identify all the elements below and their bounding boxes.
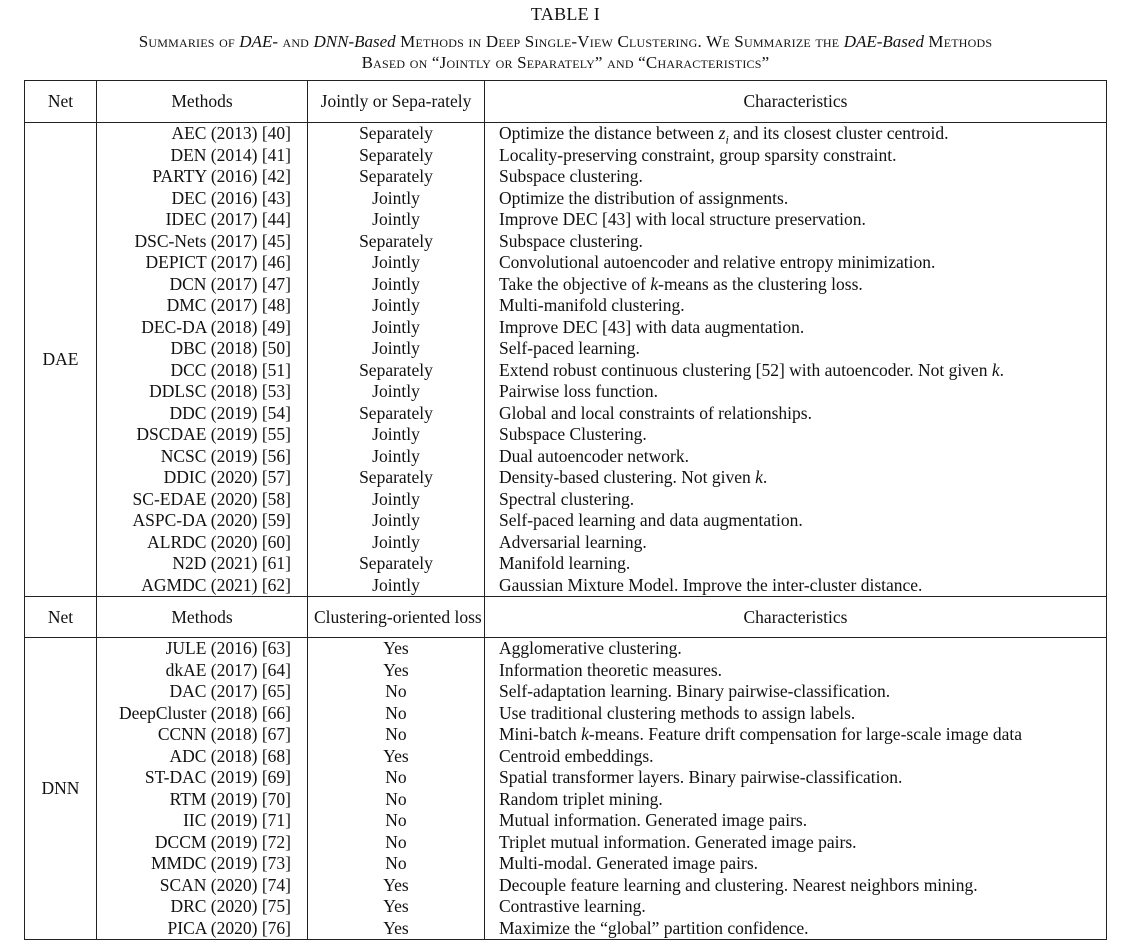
cell-clustering-oriented-loss: No	[308, 724, 485, 746]
math-var: k	[650, 273, 659, 294]
char-text: Density-based clustering. Not given	[499, 467, 756, 488]
cell-method: NCSC (2019) [56]	[97, 446, 308, 468]
cell-method: RTM (2019) [70]	[97, 789, 308, 811]
table-row	[25, 188, 1107, 210]
caption-part: Methods	[923, 32, 993, 51]
header-characteristics: Characteristics	[485, 597, 1107, 638]
caption-part: Summaries of	[138, 32, 240, 51]
cell-method: DCC (2018) [51]	[97, 360, 308, 382]
header-characteristics: Characteristics	[485, 81, 1107, 123]
table-row	[25, 317, 1107, 339]
math-var: z	[718, 123, 726, 144]
char-text: Mini-batch	[499, 724, 582, 745]
cell-clustering-oriented-loss: No	[308, 681, 485, 703]
cell-method: PICA (2020) [76]	[97, 918, 308, 940]
cell-method: IDEC (2017) [44]	[97, 209, 308, 231]
char-text: and its closest cluster centroid.	[728, 123, 949, 144]
cell-jointly-or-separately: Jointly	[308, 575, 485, 597]
header-row-dae	[25, 81, 1107, 123]
math-var: k	[991, 359, 1000, 380]
table-row	[25, 896, 1107, 918]
cell-characteristics: Random triplet mining.	[485, 789, 1107, 811]
cell-characteristics	[485, 274, 1107, 296]
cell-jointly-or-separately: Jointly	[308, 338, 485, 360]
table-row	[25, 660, 1107, 682]
caption-part: and	[278, 32, 314, 51]
cell-clustering-oriented-loss: Yes	[308, 660, 485, 682]
char-text: -means as the clustering loss.	[658, 273, 863, 294]
cell-clustering-oriented-loss: Yes	[308, 875, 485, 897]
table-row	[25, 553, 1107, 575]
table-row	[25, 360, 1107, 382]
char-text: Take the objective of	[499, 273, 651, 294]
cell-characteristics: Spatial transformer layers. Binary pairwise-classification.	[485, 767, 1107, 789]
cell-method: DSC-Nets (2017) [45]	[97, 231, 308, 253]
table-row	[25, 789, 1107, 811]
table-row	[25, 875, 1107, 897]
table-row	[25, 295, 1107, 317]
table-row	[25, 252, 1107, 274]
cell-clustering-oriented-loss: No	[308, 810, 485, 832]
table-row	[25, 231, 1107, 253]
table-caption	[0, 31, 1131, 73]
cell-jointly-or-separately: Jointly	[308, 274, 485, 296]
cell-method: DMC (2017) [48]	[97, 295, 308, 317]
char-text: -means. Feature drift compensation for large-scale image data	[588, 724, 1023, 745]
table-row	[25, 123, 1107, 145]
table-row	[25, 467, 1107, 489]
cell-jointly-or-separately: Jointly	[308, 317, 485, 339]
net-label: DAE	[25, 123, 97, 597]
header-jointly-or-separately: Jointly or Sepa-rately	[308, 81, 485, 123]
table-row	[25, 681, 1107, 703]
cell-jointly-or-separately: Jointly	[308, 424, 485, 446]
cell-jointly-or-separately: Separately	[308, 553, 485, 575]
table-title: TABLE I	[530, 4, 601, 24]
cell-characteristics: Maximize the “global” partition confidence.	[485, 918, 1107, 940]
cell-clustering-oriented-loss: No	[308, 703, 485, 725]
table-row	[25, 832, 1107, 854]
cell-characteristics: Subspace clustering.	[485, 166, 1107, 188]
cell-jointly-or-separately: Jointly	[308, 489, 485, 511]
cell-characteristics: Information theoretic measures.	[485, 660, 1107, 682]
cell-method: SC-EDAE (2020) [58]	[97, 489, 308, 511]
table-row	[25, 145, 1107, 167]
cell-characteristics: Subspace Clustering.	[485, 424, 1107, 446]
cell-jointly-or-separately: Jointly	[308, 510, 485, 532]
cell-method: ADC (2018) [68]	[97, 746, 308, 768]
cell-characteristics: Optimize the distribution of assignments.	[485, 188, 1107, 210]
header-clustering-oriented-loss: Clustering-oriented loss	[308, 597, 485, 638]
cell-characteristics: Subspace clustering.	[485, 231, 1107, 253]
cell-jointly-or-separately: Separately	[308, 123, 485, 145]
cell-characteristics: Improve DEC [43] with data augmentation.	[485, 317, 1107, 339]
cell-characteristics: Agglomerative clustering.	[485, 638, 1107, 660]
table-row	[25, 703, 1107, 725]
table-body	[25, 81, 1107, 940]
table-row	[25, 918, 1107, 940]
cell-clustering-oriented-loss: No	[308, 853, 485, 875]
table-row	[25, 446, 1107, 468]
cell-characteristics: Decouple feature learning and clustering. Nearest neighbors mining.	[485, 875, 1107, 897]
cell-characteristics: Self-paced learning.	[485, 338, 1107, 360]
cell-clustering-oriented-loss: Yes	[308, 746, 485, 768]
cell-clustering-oriented-loss: Yes	[308, 638, 485, 660]
cell-method: AGMDC (2021) [62]	[97, 575, 308, 597]
char-text: .	[762, 467, 768, 488]
table-row	[25, 403, 1107, 425]
cell-clustering-oriented-loss: No	[308, 832, 485, 854]
cell-jointly-or-separately: Jointly	[308, 532, 485, 554]
caption-part: Methods in Deep Single-View Clustering. We Summarize the	[395, 32, 844, 51]
cell-characteristics: Centroid embeddings.	[485, 746, 1107, 768]
cell-characteristics	[485, 467, 1107, 489]
table-row	[25, 166, 1107, 188]
cell-method: CCNN (2018) [67]	[97, 724, 308, 746]
cell-characteristics: Mutual information. Generated image pairs.	[485, 810, 1107, 832]
cell-method: DCN (2017) [47]	[97, 274, 308, 296]
header-methods: Methods	[97, 81, 308, 123]
cell-method: DDIC (2020) [57]	[97, 467, 308, 489]
caption-part: DAE-Based	[843, 32, 924, 51]
cell-characteristics: Manifold learning.	[485, 553, 1107, 575]
cell-method: DDC (2019) [54]	[97, 403, 308, 425]
cell-method: DEPICT (2017) [46]	[97, 252, 308, 274]
cell-method: ASPC-DA (2020) [59]	[97, 510, 308, 532]
table-row	[25, 209, 1107, 231]
char-text: Extend robust continuous clustering [52] with autoencoder. Not given	[499, 359, 992, 380]
cell-method: dkAE (2017) [64]	[97, 660, 308, 682]
cell-jointly-or-separately: Separately	[308, 166, 485, 188]
cell-jointly-or-separately: Jointly	[308, 209, 485, 231]
cell-jointly-or-separately: Separately	[308, 467, 485, 489]
table-row	[25, 810, 1107, 832]
cell-method: ALRDC (2020) [60]	[97, 532, 308, 554]
char-text: Optimize the distance between	[499, 123, 719, 144]
table-row	[25, 638, 1107, 660]
cell-characteristics	[485, 724, 1107, 746]
cell-characteristics: Self-paced learning and data augmentation.	[485, 510, 1107, 532]
caption-line-1	[0, 31, 1131, 52]
table-row	[25, 532, 1107, 554]
cell-method: DEC (2016) [43]	[97, 188, 308, 210]
cell-method: N2D (2021) [61]	[97, 553, 308, 575]
cell-method: DDLSC (2018) [53]	[97, 381, 308, 403]
cell-characteristics: Adversarial learning.	[485, 532, 1107, 554]
cell-jointly-or-separately: Separately	[308, 145, 485, 167]
cell-jointly-or-separately: Jointly	[308, 446, 485, 468]
cell-method: DCCM (2019) [72]	[97, 832, 308, 854]
cell-method: DeepCluster (2018) [66]	[97, 703, 308, 725]
table-row	[25, 510, 1107, 532]
table-row	[25, 767, 1107, 789]
cell-characteristics: Global and local constraints of relationships.	[485, 403, 1107, 425]
cell-jointly-or-separately: Jointly	[308, 381, 485, 403]
table-row	[25, 381, 1107, 403]
char-text: .	[999, 359, 1004, 380]
cell-method: IIC (2019) [71]	[97, 810, 308, 832]
table-row	[25, 274, 1107, 296]
table-row	[25, 853, 1107, 875]
summary-table	[24, 80, 1107, 940]
cell-method: DBC (2018) [50]	[97, 338, 308, 360]
math-subscript: i	[725, 132, 729, 145]
caption-part: DAE-	[239, 32, 278, 51]
cell-characteristics: Self-adaptation learning. Binary pairwise-classification.	[485, 681, 1107, 703]
header-net: Net	[25, 81, 97, 123]
cell-characteristics: Gaussian Mixture Model. Improve the inter-cluster distance.	[485, 575, 1107, 597]
header-row-dnn	[25, 597, 1107, 638]
cell-jointly-or-separately: Separately	[308, 231, 485, 253]
math-var: k	[581, 724, 589, 745]
cell-characteristics: Multi-manifold clustering.	[485, 295, 1107, 317]
cell-characteristics: Triplet mutual information. Generated image pairs.	[485, 832, 1107, 854]
cell-method: ST-DAC (2019) [69]	[97, 767, 308, 789]
table-row	[25, 338, 1107, 360]
cell-method: DRC (2020) [75]	[97, 896, 308, 918]
header-net: Net	[25, 597, 97, 638]
cell-method: JULE (2016) [63]	[97, 638, 308, 660]
net-label: DNN	[25, 638, 97, 940]
math-var: k	[755, 467, 763, 488]
cell-characteristics	[485, 123, 1107, 145]
cell-characteristics: Contrastive learning.	[485, 896, 1107, 918]
table-row	[25, 724, 1107, 746]
cell-clustering-oriented-loss: No	[308, 767, 485, 789]
cell-method: DEN (2014) [41]	[97, 145, 308, 167]
cell-jointly-or-separately: Jointly	[308, 188, 485, 210]
cell-method: PARTY (2016) [42]	[97, 166, 308, 188]
cell-characteristics: Convolutional autoencoder and relative entropy minimization.	[485, 252, 1107, 274]
caption-part: DNN-Based	[313, 32, 396, 51]
cell-jointly-or-separately: Jointly	[308, 252, 485, 274]
header-methods: Methods	[97, 597, 308, 638]
cell-characteristics: Pairwise loss function.	[485, 381, 1107, 403]
cell-clustering-oriented-loss: Yes	[308, 918, 485, 940]
table-row	[25, 746, 1107, 768]
cell-characteristics: Spectral clustering.	[485, 489, 1107, 511]
cell-method: DAC (2017) [65]	[97, 681, 308, 703]
cell-clustering-oriented-loss: No	[308, 789, 485, 811]
cell-method: DSCDAE (2019) [55]	[97, 424, 308, 446]
cell-jointly-or-separately: Jointly	[308, 295, 485, 317]
cell-characteristics: Use traditional clustering methods to assign labels.	[485, 703, 1107, 725]
cell-method: SCAN (2020) [74]	[97, 875, 308, 897]
cell-jointly-or-separately: Separately	[308, 403, 485, 425]
cell-characteristics	[485, 360, 1107, 382]
table-row	[25, 424, 1107, 446]
caption-line-2: Based on “Jointly or Separately” and “Characteristics”	[361, 53, 770, 72]
cell-characteristics: Dual autoencoder network.	[485, 446, 1107, 468]
table-row	[25, 489, 1107, 511]
cell-clustering-oriented-loss: Yes	[308, 896, 485, 918]
table-row	[25, 575, 1107, 597]
cell-method: AEC (2013) [40]	[97, 123, 308, 145]
cell-jointly-or-separately: Separately	[308, 360, 485, 382]
cell-characteristics: Improve DEC [43] with local structure preservation.	[485, 209, 1107, 231]
cell-characteristics: Locality-preserving constraint, group sparsity constraint.	[485, 145, 1107, 167]
cell-method: MMDC (2019) [73]	[97, 853, 308, 875]
cell-method: DEC-DA (2018) [49]	[97, 317, 308, 339]
cell-characteristics: Multi-modal. Generated image pairs.	[485, 853, 1107, 875]
